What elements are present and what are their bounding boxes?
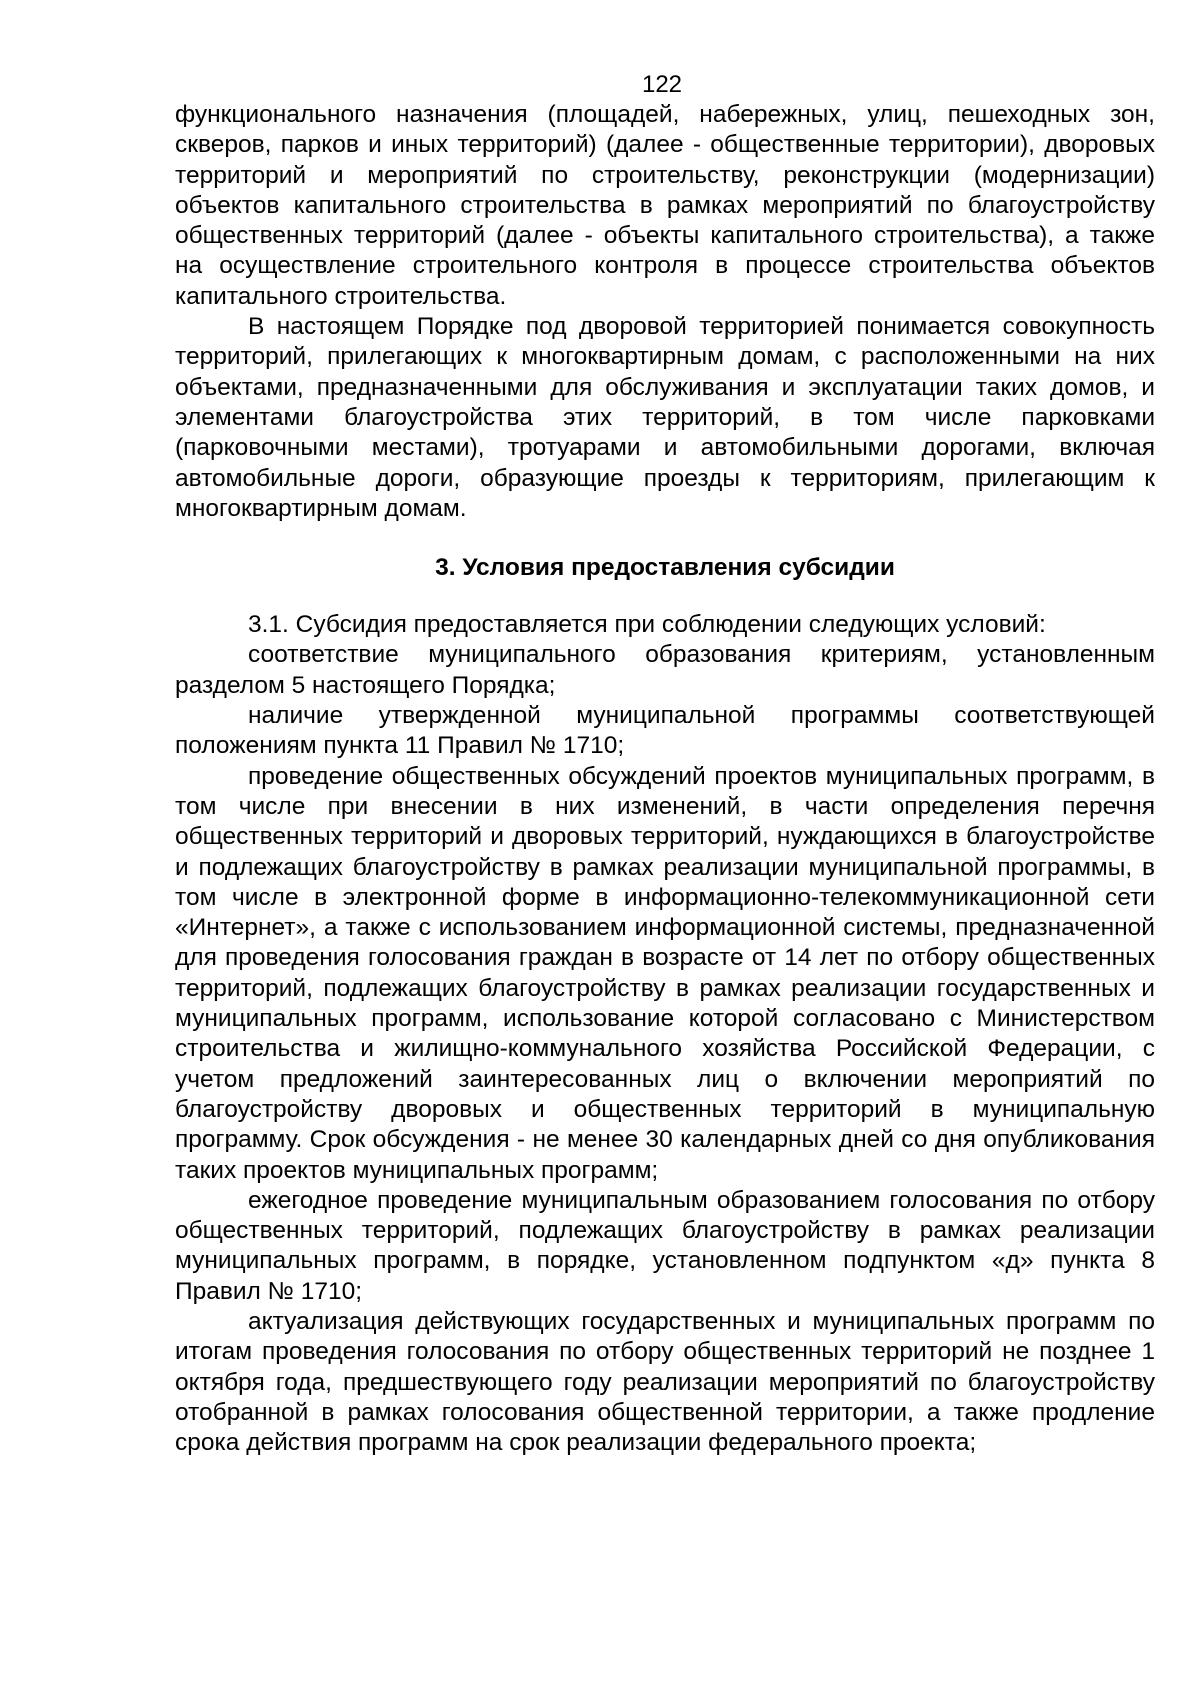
- paragraph-condition-actualization: актуализация действующих государственных и муниципальных программ по итогам проведения голосования по отбору общественных территорий не позднее 1 октября года, предшествующего году реализации мероприятий по благоустройству отобранной в рамках голосования общественной территории, а также продление срока действия программ на срок реализации федерального проекта;: [175, 1307, 1155, 1457]
- section-heading: 3. Условия предоставления субсидии: [435, 554, 895, 582]
- paragraph-condition-program: наличие утвержденной муниципальной программы соответствующей положениям пункта 11 Правил № 1710;: [175, 702, 1155, 760]
- paragraph-condition-public-discussion: проведение общественных обсуждений проектов муниципальных программ, в том числе при внесении в них изменений, в части определения перечня общественных территорий и дворовых территорий, нуждающихся в благоустройстве и подлежащих благоустройству в рамках реализации муниципальной программы, в том числе в электронной форме в информационно-телекоммуникационной сети «Интернет», а также с использованием информационной системы, предназначенной для проведения голосования граждан в возрасте от 14 лет по отбору общественных территорий, подлежащих благоустройству в рамках реализации государственных и муниципальных программ, использование которой согласовано с Министерством строительства и жилищно-коммунального хозяйства Российской Федерации, с учетом предложений заинтересованных лиц о включении мероприятий по благоустройству дворовых и общественных территорий в муниципальную программу. Срок обсуждения - не менее 30 календарных дней со дня опубликования таких проектов муниципальных программ;: [175, 762, 1155, 1184]
- page-number: 122: [641, 71, 683, 98]
- paragraph-courtyard-definition: В настоящем Порядке под дворовой территорией понимается совокупность территорий, прилегающих к многоквартирным домам, с расположенными на них объектами, предназначенными для обслуживания и эксплуатации таких домов, и элементами благоустройства этих территорий, в том числе парковками (парковочными местами), тротуарами и автомобильными дорогами, включая автомобильные дороги, образующие проезды к территориям, прилегающим к многоквартирным домам.: [175, 313, 1155, 522]
- paragraph-condition-criteria: соответствие муниципального образования критериям, установленным разделом 5 настоящего Порядка;: [175, 641, 1155, 699]
- paragraph-continuation: функционального назначения (площадей, набережных, улиц, пешеходных зон, скверов, парков и иных территорий) (далее - общественные территории), дворовых территорий и мероприятий по строительству, реконструкции (модернизации) объектов капитального строительства в рамках мероприятий по благоустройству общественных территорий (далее - объекты капитального строительства), а также на осуществление строительного контроля в процессе строительства объектов капитального строительства.: [175, 101, 1155, 310]
- paragraph-condition-annual-voting: ежегодное проведение муниципальным образованием голосования по отбору общественных территорий, подлежащих благоустройству в рамках реализации муниципальных программ, в порядке, установленном подпунктом «д» пункта 8 Правил № 1710;: [175, 1186, 1155, 1305]
- paragraph-3-1-intro: 3.1. Субсидия предоставляется при соблюдении следующих условий:: [248, 611, 1046, 639]
- document-body: [175, 100, 1155, 1458]
